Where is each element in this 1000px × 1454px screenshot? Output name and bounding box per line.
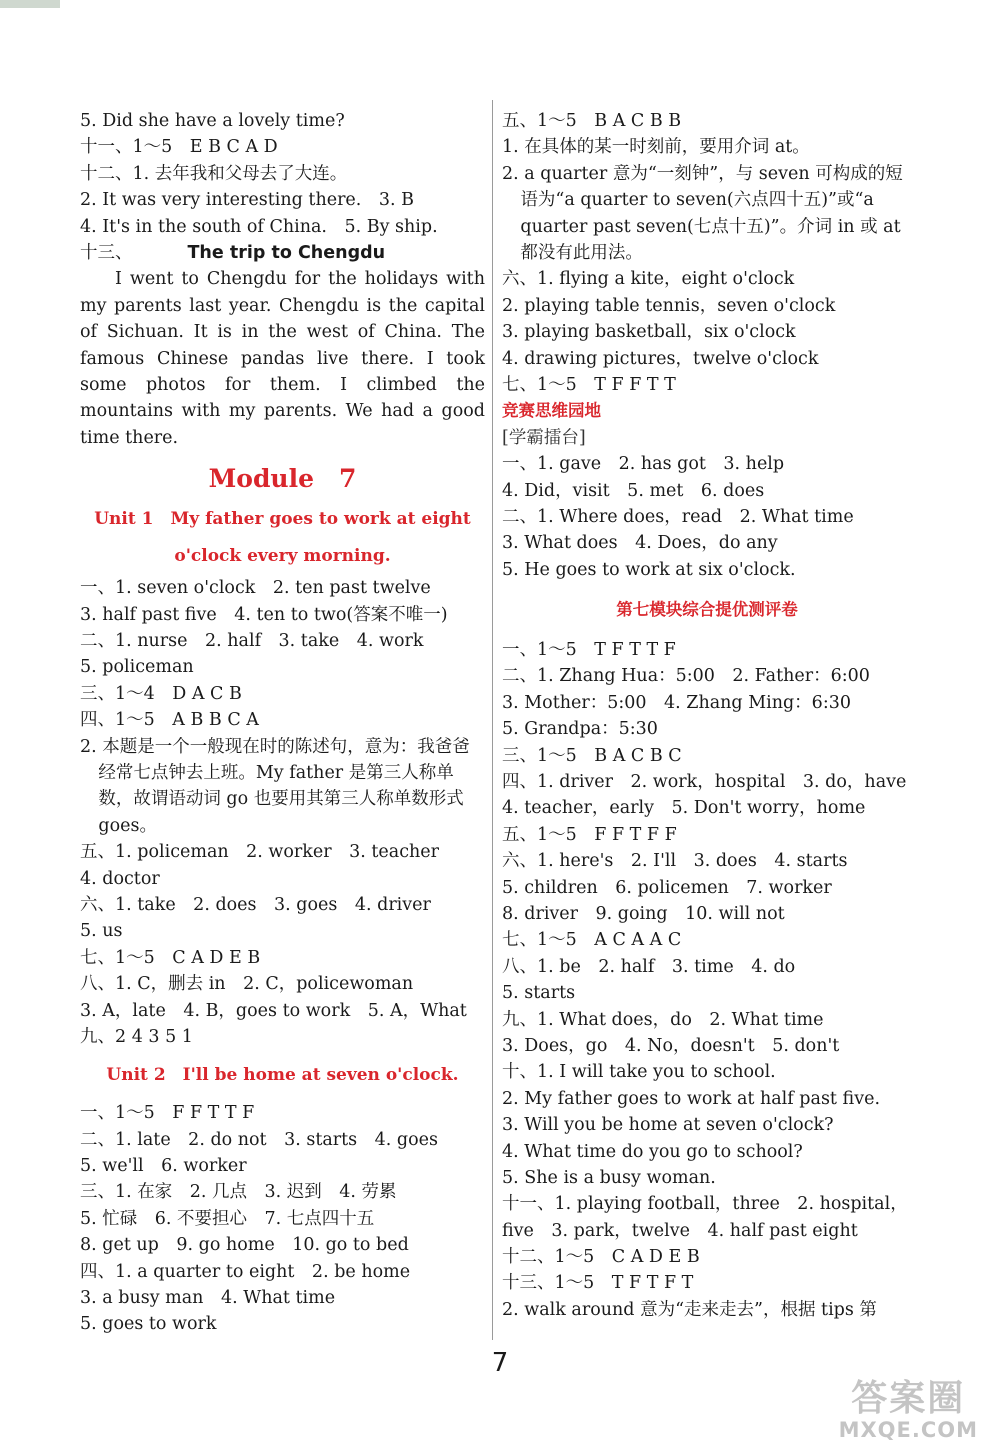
answer-line: 2. playing table tennis，seven o'clock bbox=[502, 295, 836, 316]
answer-line: 3. Does，go 4. No，doesn't 5. don't bbox=[502, 1035, 840, 1056]
answer-line: 二、1. Zhang Hua：5:00 2. Father：6:00 bbox=[502, 666, 870, 687]
answer-line: 3. Mother：5:00 4. Zhang Ming：6:30 bbox=[502, 692, 851, 713]
answer-line: 九、2 4 3 5 1 bbox=[80, 1026, 193, 1047]
contest-subtitle: [学霸擂台] bbox=[502, 427, 586, 448]
answer-line: 一、1. seven o'clock 2. ten past twelve bbox=[80, 578, 431, 599]
answer-line: 3. a busy man 4. What time bbox=[80, 1288, 336, 1309]
answer-block bbox=[80, 575, 485, 733]
answer-block bbox=[502, 451, 912, 583]
answer-line: 三、1～5 B A C B C bbox=[502, 745, 682, 766]
answer-line: 5. goes to work bbox=[80, 1314, 217, 1335]
top-edge-mark bbox=[0, 0, 60, 8]
answer-line: 十一、1～5 E B C A D bbox=[80, 137, 278, 158]
answer-line: 五、1～5 F F T F F bbox=[502, 824, 677, 845]
answer-line: 5. policeman bbox=[80, 657, 194, 678]
answer-line: 5. starts bbox=[502, 983, 576, 1004]
answer-line: 4. teacher，early 5. Don't worry，home bbox=[502, 798, 866, 819]
answer-line: 二、1. Where does，read 2. What time bbox=[502, 506, 854, 527]
answer-line: 2. It was very interesting there. 3. B bbox=[80, 190, 414, 211]
answer-line: 一、1. gave 2. has got 3. help bbox=[502, 454, 785, 475]
answer-line: 二、1. late 2. do not 3. starts 4. goes bbox=[80, 1129, 438, 1150]
trip-title: The trip to Chengdu bbox=[187, 242, 386, 263]
column-divider bbox=[492, 100, 493, 1340]
answer-line: 十、1. I will take you to school. bbox=[502, 1062, 776, 1083]
answer-line: 5. 忙碌 6. 不要担心 7. 七点四十五 bbox=[80, 1208, 375, 1229]
answer-line: 十二、1. 去年我和父母去了大连。 bbox=[80, 163, 348, 184]
answer-line: 2. My father goes to work at half past five. bbox=[502, 1088, 881, 1109]
answer-line: 5. us bbox=[80, 921, 123, 942]
module-title: Module 7 bbox=[208, 464, 357, 494]
answer-line: 3. Will you be home at seven o'clock? bbox=[502, 1115, 834, 1136]
trip-heading bbox=[80, 240, 485, 266]
answer-line: 8. driver 9. going 10. will not bbox=[502, 904, 785, 924]
trip-prefix: 十三、 bbox=[80, 242, 133, 263]
answer-block bbox=[502, 637, 912, 1323]
answer-line: 3. What does 4. Does，do any bbox=[502, 533, 778, 554]
answer-line: five 3. park，twelve 4. half past eight bbox=[502, 1220, 858, 1241]
answer-line: 4. It's in the south of China. 5. By ship. bbox=[80, 216, 438, 237]
answer-line: 七、1～5 A C A A C bbox=[502, 930, 682, 951]
watermark-url: MXQE.COM bbox=[838, 1418, 978, 1442]
explanation-note: 2. a quarter 意为“一刻钟”，与 seven 可构成的短语为“a quarter to seven(六点四十五)”或“a quarter past seven(七点十五)”。介词 in 或 at 都没有此用法。 bbox=[502, 163, 903, 263]
answer-line: 1. 在具体的某一时刻前，要用介词 at。 bbox=[502, 137, 810, 158]
answer-block bbox=[80, 1100, 485, 1338]
answer-line: 五、1～5 B A C B B bbox=[502, 111, 682, 131]
trip-paragraph: I went to Chengdu for the holidays with my parents last year. Chengdu is the capital of Sichuan. It is in the west of China. The famous Chinese pandas live there. I took some photos for them. I climbed the mountains with my parents. We had a good time there. bbox=[80, 269, 485, 448]
answer-line: 三、1～4 D A C B bbox=[80, 683, 242, 704]
answer-line: 5. He goes to work at six o'clock. bbox=[502, 559, 796, 580]
answer-line: 5. Grandpa：5:30 bbox=[502, 719, 658, 740]
answer-line: 七、1～5 T F F T T bbox=[502, 374, 676, 395]
answer-line: 3. playing basketball，six o'clock bbox=[502, 322, 796, 343]
unit1-title-line1: Unit 1 My father goes to work at eight bbox=[94, 509, 471, 530]
contest-title: 竞赛思维园地 bbox=[502, 401, 601, 421]
answer-line: 十一、1. playing football，three 2. hospital， bbox=[502, 1194, 908, 1215]
answer-line: 六、1. take 2. does 3. goes 4. driver bbox=[80, 894, 431, 915]
test-title: 第七模块综合提优测评卷 bbox=[616, 600, 798, 620]
answer-line: 3. half past five 4. ten to two(答案不唯一) bbox=[80, 604, 448, 625]
answer-line: 5. we'll 6. worker bbox=[80, 1156, 247, 1177]
answer-line: 四、1～5 A B B C A bbox=[80, 710, 259, 731]
answer-line: 五、1. policeman 2. worker 3. teacher bbox=[80, 842, 439, 863]
answer-line: 8. get up 9. go home 10. go to bed bbox=[80, 1235, 409, 1256]
answer-block bbox=[80, 839, 485, 1050]
answer-line: 4. drawing pictures，twelve o'clock bbox=[502, 348, 819, 369]
watermark-text: 答案圈 bbox=[851, 1378, 966, 1419]
answer-line: 二、1. nurse 2. half 3. take 4. work bbox=[80, 630, 424, 651]
answer-line: 一、1～5 T F T T F bbox=[502, 640, 676, 661]
answer-line: 一、1～5 F F T T F bbox=[80, 1103, 255, 1124]
unit1-title-line2: o'clock every morning. bbox=[174, 546, 391, 567]
answer-line: 2. walk around 意为“走来走去”，根据 tips 第 bbox=[502, 1299, 877, 1320]
answer-line: 四、1. driver 2. work，hospital 3. do，have bbox=[502, 772, 907, 793]
page-number: 7 bbox=[491, 1348, 509, 1378]
answer-line: 5. She is a busy woman. bbox=[502, 1167, 716, 1188]
answer-line: 十三、1～5 T F T F T bbox=[502, 1273, 694, 1294]
answer-line: 4. What time do you go to school? bbox=[502, 1141, 803, 1162]
answer-line: 八、1. C，删去 in 2. C，policewoman bbox=[80, 974, 414, 995]
left-column bbox=[80, 108, 485, 1338]
explanation-note: 2. 本题是一个一般现在时的陈述句，意为：我爸爸经常七点钟去上班。My father 是第三人称单数，故谓语动词 go 也要用其第三人称单数形式 goes。 bbox=[80, 736, 470, 836]
answer-line: 3. A，late 4. B，goes to work 5. A，What bbox=[80, 1000, 467, 1021]
answer-line: 4. doctor bbox=[80, 868, 160, 889]
answer-block bbox=[80, 108, 485, 240]
answer-line: 九、1. What does，do 2. What time bbox=[502, 1009, 824, 1030]
unit2-title: Unit 2 I'll be home at seven o'clock. bbox=[106, 1065, 459, 1086]
answer-line: 4. Did，visit 5. met 6. does bbox=[502, 480, 765, 501]
watermark-logo bbox=[839, 1380, 978, 1442]
answer-line: 5. children 6. policemen 7. worker bbox=[502, 877, 832, 898]
answer-block bbox=[502, 108, 912, 161]
answer-line: 四、1. a quarter to eight 2. be home bbox=[80, 1261, 411, 1282]
right-column bbox=[502, 108, 912, 1323]
answer-block bbox=[502, 266, 912, 398]
answer-line: 5. Did she have a lovely time? bbox=[80, 111, 345, 131]
answer-line: 八、1. be 2. half 3. time 4. do bbox=[502, 956, 796, 977]
answer-line: 六、1. flying a kite，eight o'clock bbox=[502, 269, 795, 290]
answer-line: 十二、1～5 C A D E B bbox=[502, 1247, 700, 1268]
answer-line: 六、1. here's 2. I'll 3. does 4. starts bbox=[502, 851, 848, 872]
answer-line: 七、1～5 C A D E B bbox=[80, 947, 261, 968]
answer-line: 三、1. 在家 2. 几点 3. 迟到 4. 劳累 bbox=[80, 1182, 397, 1203]
